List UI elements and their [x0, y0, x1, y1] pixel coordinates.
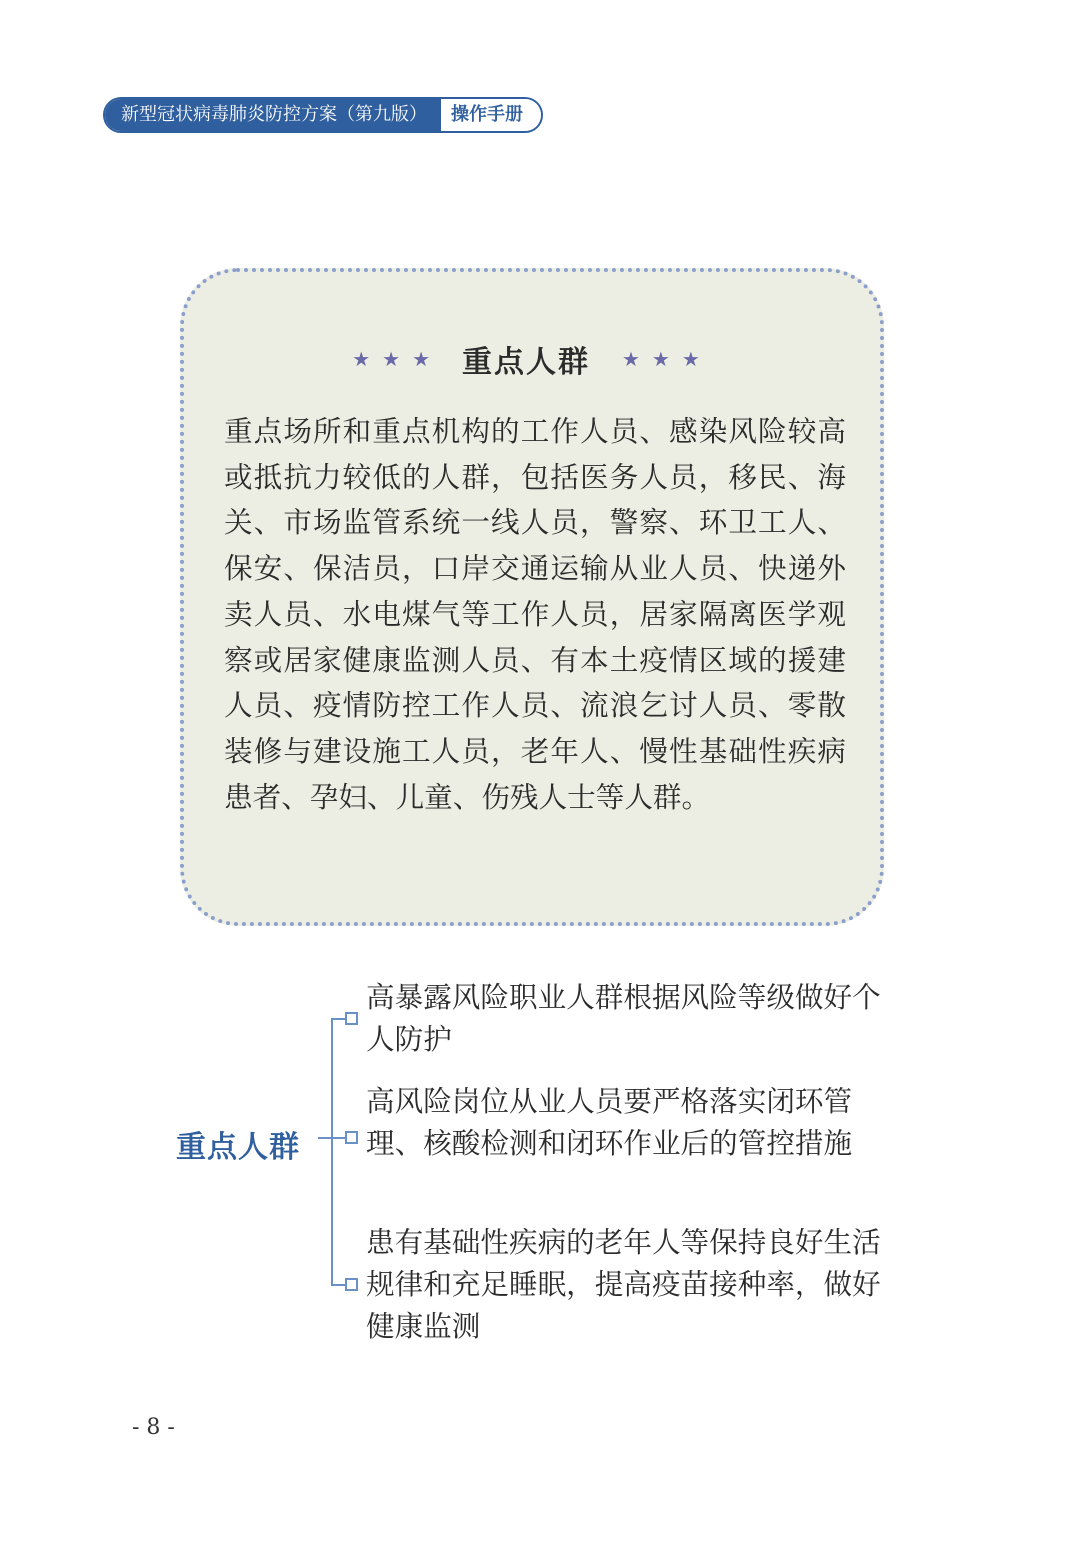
mind-map-bracket — [318, 998, 366, 1308]
header-subtitle: 操作手册 — [441, 99, 541, 131]
box-title-row — [184, 334, 880, 384]
header-title: 新型冠状病毒肺炎防控方案（第九版） — [105, 99, 441, 131]
key-groups-box — [180, 268, 884, 926]
mind-map-item: 高风险岗位从业人员要严格落实闭环管理、核酸检测和闭环作业后的管控措施 — [366, 1084, 853, 1160]
star-icon: ★★★ — [622, 347, 712, 371]
box-body-text: 重点场所和重点机构的工作人员、感染风险较高或抵抗力较低的人群，包括医务人员，移民、海关、市场监管系统一线人员，警察、环卫工人、保安、保洁员，口岸交通运输从业人员、快递外卖人员、水电煤气等工作人员，居家隔离医学观察或居家健康监测人员、有本土疫情区域的援建人员、疫情防控工作人员、流浪乞讨人员、零散装修与建设施工人员，老年人、慢性基础性疾病患者、孕妇、儿童、伤残人士等人群。 — [224, 414, 846, 814]
page-number: - 8 - — [132, 1415, 175, 1440]
mind-map-label: 重点人群 — [176, 1130, 300, 1165]
document-header — [103, 97, 543, 133]
mind-map-item: 高暴露风险职业人群根据风险等级做好个人防护 — [366, 980, 881, 1056]
mind-map-item: 患有基础性疾病的老年人等保持良好生活规律和充足睡眠，提高疫苗接种率，做好健康监测 — [366, 1225, 881, 1343]
box-title: 重点人群 — [462, 345, 590, 380]
star-icon: ★★★ — [352, 347, 442, 371]
